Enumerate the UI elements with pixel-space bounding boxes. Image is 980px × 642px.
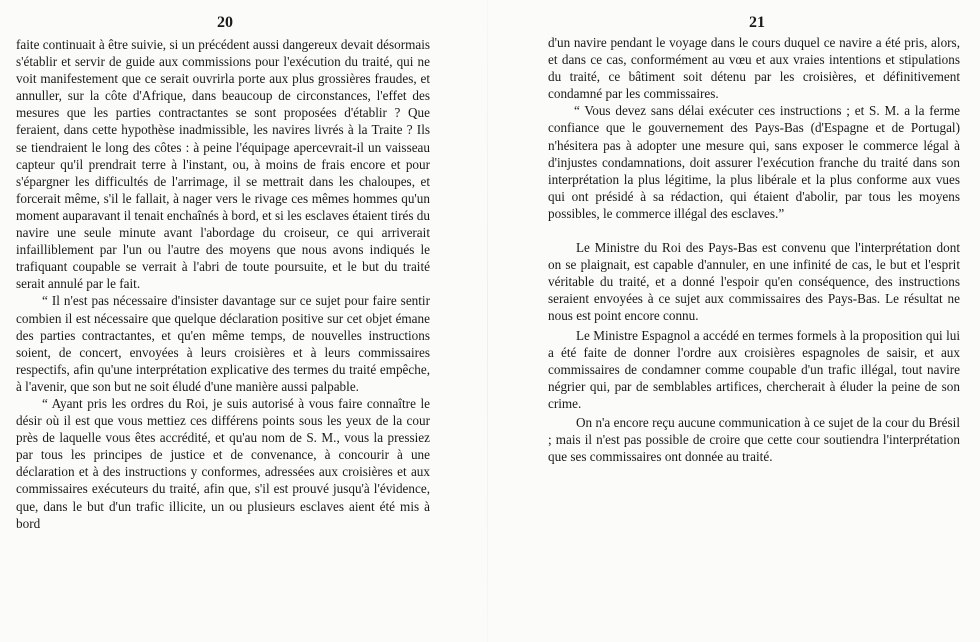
right-paragraph: On n'a encore reçu aucune communication à ce sujet de la cour du Brésil ; mais il n'est pas possible de croire que cette cour soutiendra l'interprétation que ses commissaires ont donnée au traité.: [548, 414, 960, 465]
right-page-body: [548, 34, 960, 465]
right-paragraph: Le Ministre du Roi des Pays-Bas est convenu que l'interprétation dont on se plaignait, est capable d'annuler, en une infinité de cas, le but et l'esprit véritable du traité, et a donné l'espoir qu'en conséquence, des instructions seraient envoyées à ce sujet aux commissaires des Pays-Bas. Le résultat ne nous est point encore connu.: [548, 240, 960, 324]
right-page: [548, 0, 960, 642]
right-paragraph: d'un navire pendant le voyage dans le cours duquel ce navire a été pris, alors, et dans ce cas, conformément au vœu et aux vraies intentions et stipulations du traité, ce bâtiment soit détenu par les croisières, et définitivement condamné par les commissaires.: [548, 35, 960, 102]
left-paragraph: “ Il n'est pas nécessaire d'insister davantage sur ce sujet pour faire sentir combien il est nécessaire que quelque déclaration positive sur cet objet émane des parties contractantes, et qu'en même temps, de nouvelles instructions soient, de concert, envoyées à leurs croisières et à leurs commissaires respectifs, afin qu'une interprétation explicative des termes du traité empêche, à l'avenir, que son but ne soit éludé d'une manière aussi palpable.: [16, 293, 430, 394]
page-number-left: 20: [217, 14, 233, 31]
left-paragraph: “ Ayant pris les ordres du Roi, je suis autorisé à vous faire connaître le désir où il est que vous mettiez ces différens points sous les yeux de la cour près de laquelle vous êtes accrédité, et qu'au nom de S. M., vous la pressiez par tous les principes de justice et de convenance, à concourir à une déclaration et à des instructions y conformes, adressées aux croisières et aux commissaires exécuteurs du traité, afin que, s'il est prouvé jusqu'à l'évidence, que, dans le but d'un trafic illicite, un ou plusieurs esclaves aient été mis à bord: [16, 395, 430, 531]
gutter: [487, 0, 488, 642]
right-paragraph: “ Vous devez sans délai exécuter ces instructions ; et S. M. a la ferme confiance que le gouvernement des Pays-Bas (d'Espagne et de Portugal) n'hésitera pas à adopter une mesure qui, sans exposer le commerce légal à d'injustes condamnations, doit assurer l'exécution franche du traité dans son interprétation la plus légitime, la plus libérale et la plus conforme aux vues qui ont présidé à sa rédaction, qui étaient d'abolir, par tous les moyens possibles, le commerce illégal des esclaves.”: [548, 103, 960, 221]
right-paragraph: Le Ministre Espagnol a accédé en termes formels à la proposition qui lui a été faite de donner l'ordre aux croisières espagnoles de saisir, et aux commissaires de condamner comme coupable d'un trafic illégal, tout navire négrier qui, par de semblables artifices, chercherait à éluder la peine de son crime.: [548, 327, 960, 411]
page-number-right: 21: [749, 14, 765, 31]
left-page-body: [16, 36, 430, 532]
left-page: [16, 0, 430, 642]
left-paragraph: faite continuait à être suivie, si un précédent aussi dangereux devait désormais s'établir et servir de guide aux commissions pour l'exécution du traité, qui ne voit manifestement que ce serait ouvrirla porte aux plus grossières fraudes, et annuller, sur la côte d'Afrique, dans beaucoup de circonstances, l'effet des mesures que les parties contractantes se sont proposées d'établir ? Que feraient, dans cette hypothèse inadmissible, les navires livrés à la Traite ? Ils se tiendraient le long des côtes : à peine l'équipage apercevrait-il un vaisseau capteur qu'il prendrait terre à l'instant, ou, à moins de frais encore et pour s'épargner les difficultés de l'arrimage, il se mettrait dans les chaloupes, et forcerait même, s'il le fallait, à nager vers le rivage ces mêmes hommes qu'un moment auparavant il tenait enchaînés à bord, et si les esclaves étaient tirés du navire une seule minute avant l'abordage du croiseur, ce qui arriverait infailliblement par l'un ou l'autre des moyens que nous avons indiqués le trafiquant coupable se verrait à l'abri de toute poursuite, et le but du traité serait annulé par le fait.: [16, 37, 430, 292]
